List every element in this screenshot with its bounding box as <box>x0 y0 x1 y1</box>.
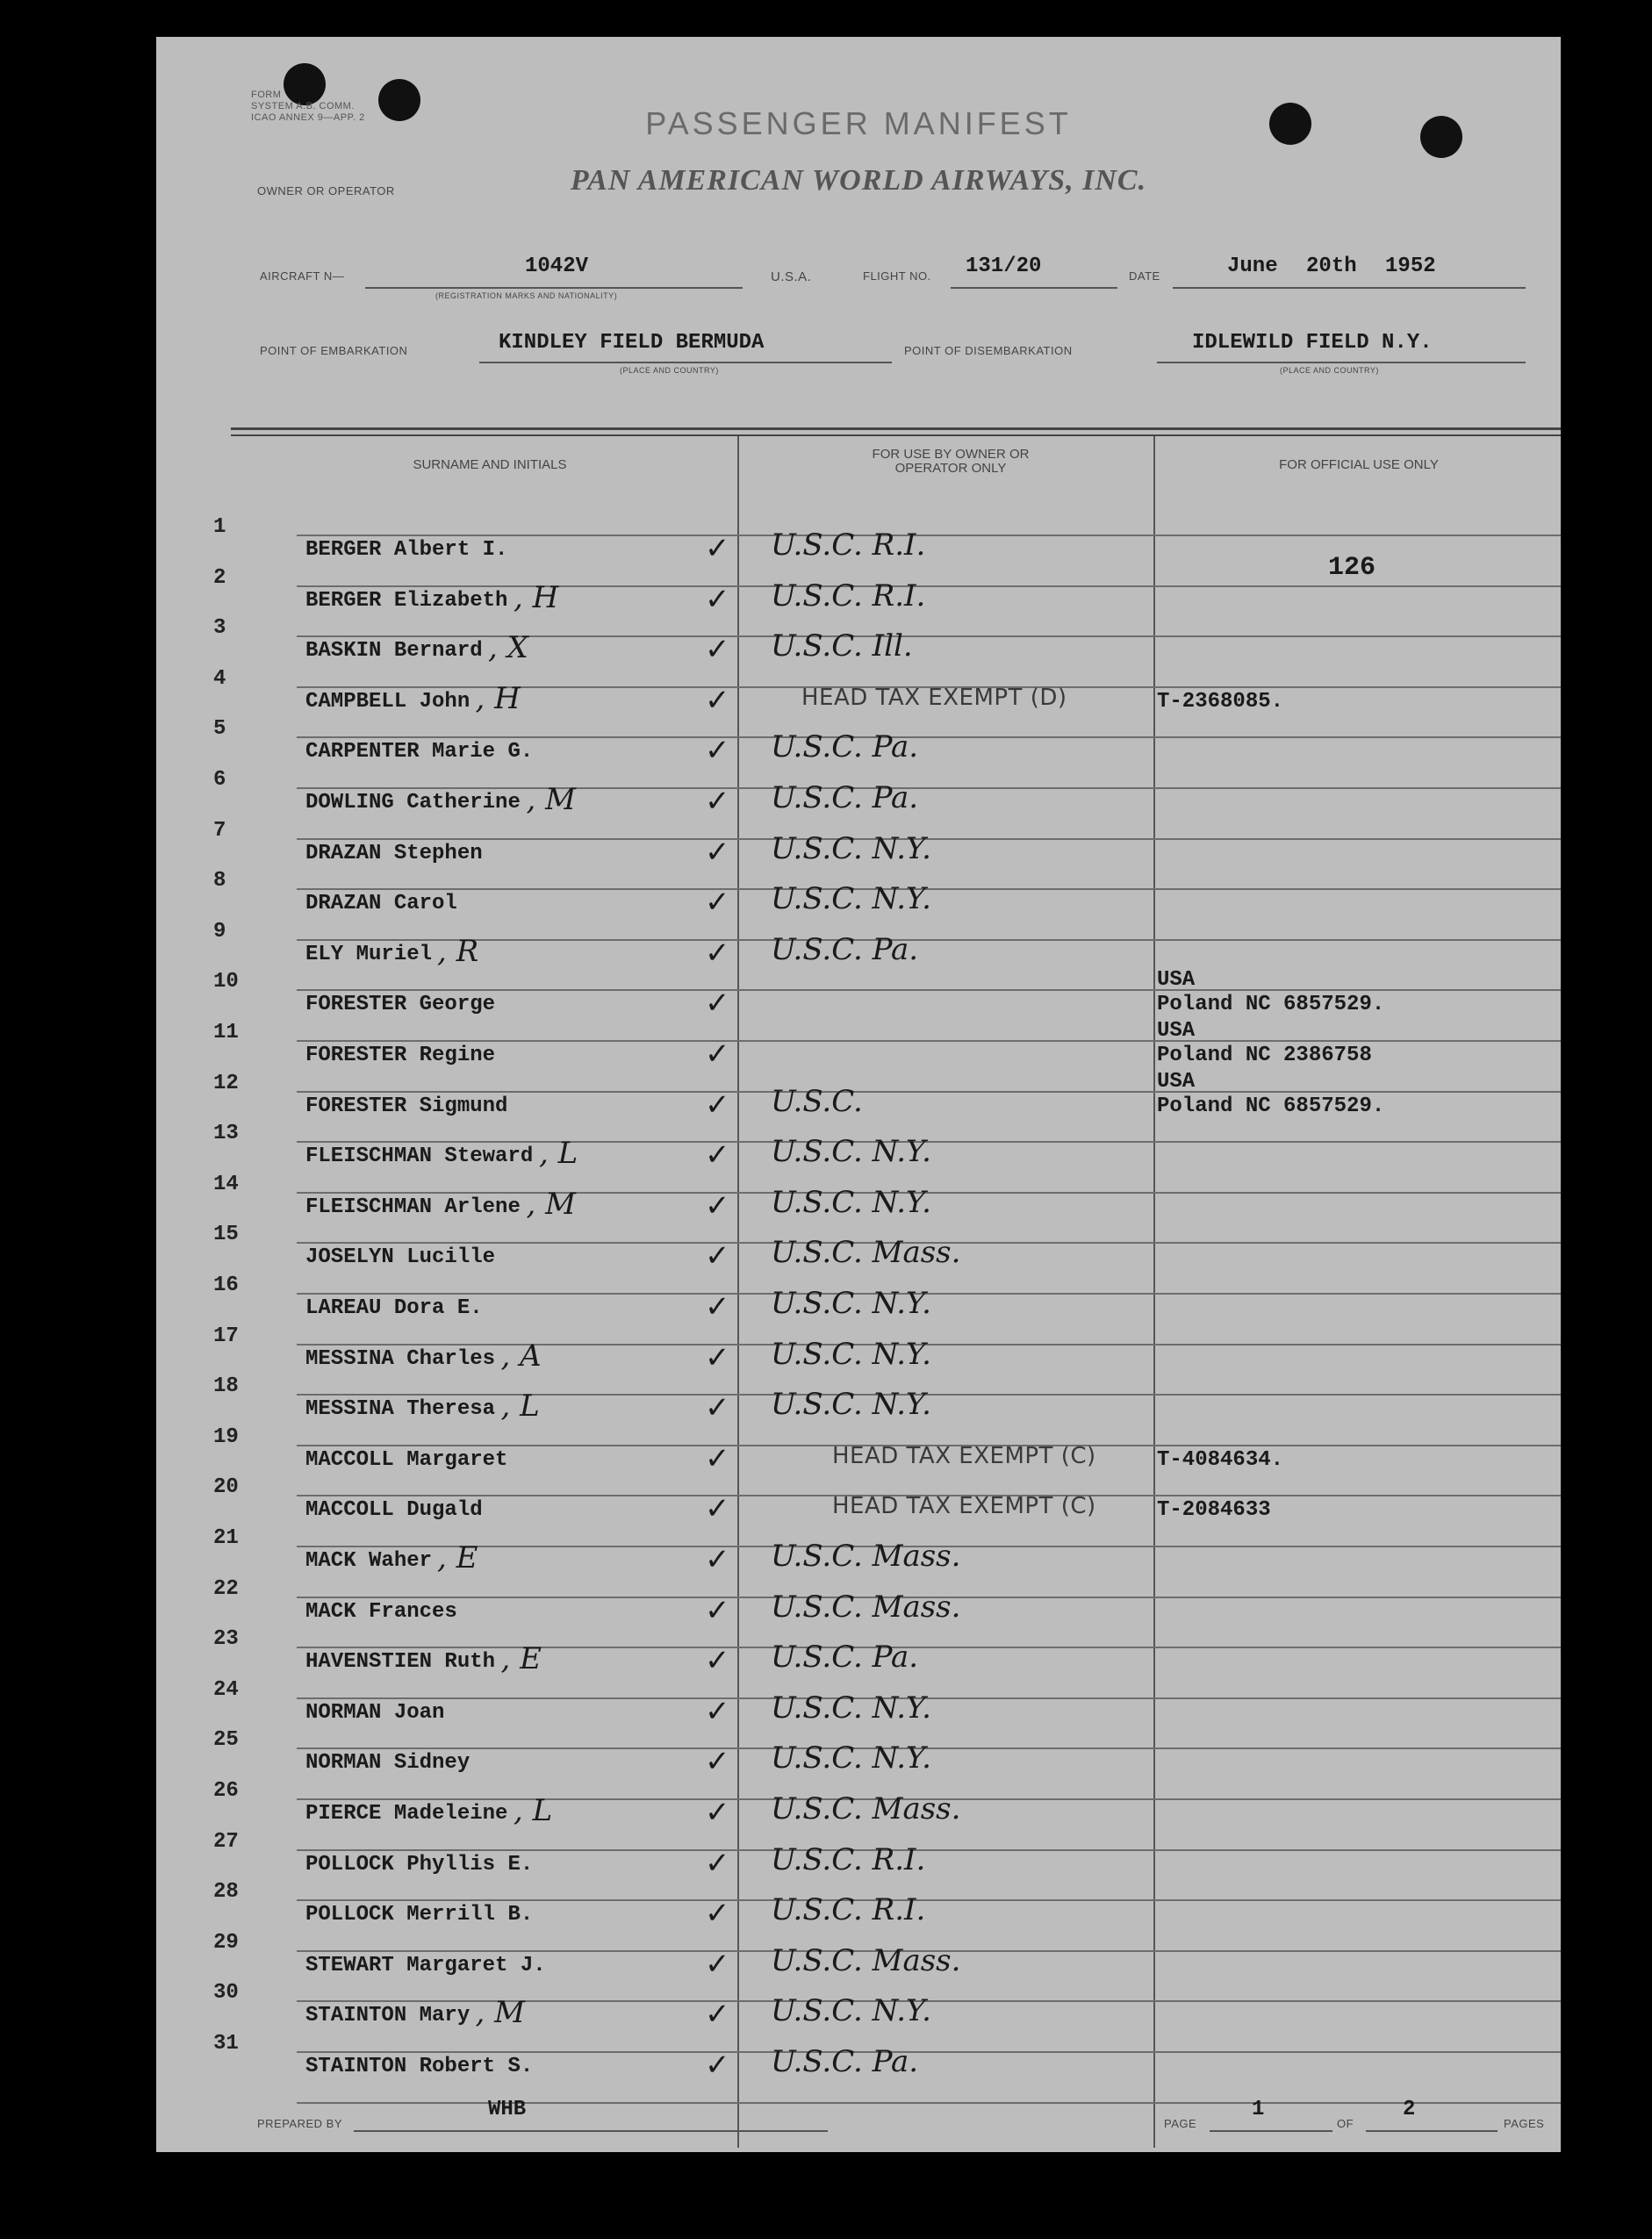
passenger-name: NORMAN Sidney <box>305 1751 470 1776</box>
row-rule <box>297 2051 1561 2053</box>
owner-note: U.S.C. Pa. <box>771 2044 919 2079</box>
official-note: T-2084633 <box>1157 1498 1271 1523</box>
page-label: PAGE <box>1164 2117 1197 2130</box>
row-rule <box>297 939 1561 941</box>
check-mark-icon: ✓ <box>705 1087 730 1123</box>
embarkation-value: KINDLEY FIELD BERMUDA <box>499 331 765 355</box>
passenger-name: MACK Frances <box>305 1599 457 1624</box>
passenger-name: STAINTON Mary <box>305 2004 470 2028</box>
row-number: 14 <box>213 1172 239 1196</box>
owner-column-header: FOR USE BY OWNER OR OPERATOR ONLY <box>872 447 1030 476</box>
owner-note: U.S.C. Pa. <box>771 1640 919 1676</box>
passenger-name: MESSINA Theresa <box>305 1397 496 1422</box>
owner-note: U.S.C. N.Y. <box>771 1134 931 1170</box>
owner-note: U.S.C. N.Y. <box>771 1690 931 1726</box>
prepared-by-underline <box>354 2130 828 2132</box>
row-number: 18 <box>213 1374 239 1399</box>
owner-note: U.S.C. Pa. <box>771 729 919 765</box>
handwritten-initial: , M <box>526 1186 576 1222</box>
of-value: 2 <box>1403 2098 1416 2121</box>
row-number: 26 <box>213 1779 239 1803</box>
row-number: 23 <box>213 1627 239 1652</box>
handwritten-initial: , H <box>514 579 559 615</box>
passenger-name: FORESTER Sigmund <box>305 1094 508 1118</box>
row-rule <box>297 635 1561 637</box>
passenger-name: BERGER Albert I. <box>305 538 508 562</box>
handwritten-initial: , R <box>437 933 479 969</box>
check-mark-icon: ✓ <box>705 986 730 1022</box>
of-underline <box>1366 2130 1498 2132</box>
check-mark-icon: ✓ <box>705 1997 730 2033</box>
airline-name: PAN AMERICAN WORLD AIRWAYS, INC. <box>570 164 1147 197</box>
handwritten-initial: , X <box>488 630 528 666</box>
passenger-name: LAREAU Dora E. <box>305 1296 483 1320</box>
row-number: 12 <box>213 1071 239 1095</box>
passenger-name: BASKIN Bernard <box>305 639 483 664</box>
owner-label: OWNER OR OPERATOR <box>257 184 395 197</box>
passenger-name: FLEISCHMAN Arlene <box>305 1195 521 1219</box>
owner-note: U.S.C. R.I. <box>771 578 926 614</box>
row-rule <box>297 736 1561 738</box>
owner-note: U.S.C. Mass. <box>771 1791 961 1826</box>
owner-note: U.S.C. R.I. <box>771 527 926 563</box>
row-number: 8 <box>213 869 226 893</box>
handwritten-initial: , E <box>437 1540 478 1575</box>
passenger-name: BERGER Elizabeth <box>305 588 508 613</box>
official-count: 126 <box>1328 553 1376 583</box>
row-number: 31 <box>213 2032 239 2056</box>
check-mark-icon: ✓ <box>705 1845 730 1881</box>
official-note: USA Poland NC 2386758 <box>1157 1019 1372 1067</box>
check-mark-icon: ✓ <box>705 1693 730 1729</box>
check-mark-icon: ✓ <box>705 935 730 971</box>
owner-note: U.S.C. N.Y. <box>771 1387 931 1423</box>
row-number: 5 <box>213 717 226 742</box>
owner-note: U.S.C. Pa. <box>771 931 919 967</box>
page-value: 1 <box>1252 2098 1265 2121</box>
flight-label: FLIGHT NO. <box>863 269 931 283</box>
owner-note: U.S.C. Pa. <box>771 780 919 815</box>
form-ref-line: ICAO ANNEX 9—APP. 2 <box>251 112 365 123</box>
passenger-name: DRAZAN Stephen <box>305 841 483 865</box>
check-mark-icon: ✓ <box>705 1542 730 1577</box>
owner-note: U.S.C. N.Y. <box>771 1993 931 2029</box>
row-number: 22 <box>213 1576 239 1601</box>
official-note: T-4084634. <box>1157 1447 1284 1472</box>
passenger-name: MACCOLL Dugald <box>305 1498 483 1523</box>
embarkation-underline <box>479 362 892 363</box>
owner-note: U.S.C. <box>771 1083 863 1119</box>
row-number: 27 <box>213 1829 239 1854</box>
disembarkation-label: POINT OF DISEMBARKATION <box>904 344 1073 357</box>
passenger-name: CARPENTER Marie G. <box>305 740 534 764</box>
row-number: 13 <box>213 1122 239 1146</box>
owner-note: U.S.C. N.Y. <box>771 830 931 866</box>
owner-note: U.S.C. Mass. <box>771 1589 961 1625</box>
passenger-name: HAVENSTIEN Ruth <box>305 1650 496 1675</box>
check-mark-icon: ✓ <box>705 1238 730 1274</box>
handwritten-initial: , L <box>500 1389 540 1424</box>
disembarkation-underline <box>1157 362 1526 363</box>
table-top-rule <box>231 427 1561 430</box>
passenger-name: MACCOLL Margaret <box>305 1447 508 1472</box>
passenger-name: DRAZAN Carol <box>305 892 457 916</box>
aircraft-value: 1042V <box>525 255 589 278</box>
row-rule <box>297 787 1561 789</box>
passenger-name: DOWLING Catherine <box>305 791 521 815</box>
head-tax-stamp: HEAD TAX EXEMPT (C) <box>832 1442 1096 1469</box>
date-label: DATE <box>1129 269 1160 283</box>
row-number: 15 <box>213 1223 239 1247</box>
check-mark-icon: ✓ <box>705 1592 730 1628</box>
handwritten-initial: , E <box>500 1641 542 1677</box>
handwritten-initial: , M <box>526 782 576 817</box>
form-ref-line: FORM <box>251 90 282 100</box>
row-number: 2 <box>213 565 226 590</box>
row-rule <box>297 1647 1561 1648</box>
check-mark-icon: ✓ <box>705 1946 730 1982</box>
passenger-name: CAMPBELL John <box>305 689 470 714</box>
check-mark-icon: ✓ <box>705 1440 730 1476</box>
of-label: OF <box>1337 2117 1354 2130</box>
check-mark-icon: ✓ <box>705 1289 730 1324</box>
check-mark-icon: ✓ <box>705 1744 730 1780</box>
pages-label: PAGES <box>1504 2117 1545 2130</box>
check-mark-icon: ✓ <box>705 1339 730 1375</box>
official-note: USA Poland NC 6857529. <box>1157 1069 1385 1118</box>
passenger-name: NORMAN Joan <box>305 1700 445 1725</box>
official-column-header: FOR OFFICIAL USE ONLY <box>1279 457 1439 472</box>
embarkation-note: (PLACE AND COUNTRY) <box>620 366 719 375</box>
date-underline <box>1173 287 1526 289</box>
owner-note: U.S.C. N.Y. <box>771 1336 931 1372</box>
passenger-name: STAINTON Robert S. <box>305 2055 534 2078</box>
owner-note: U.S.C. R.I. <box>771 1892 926 1928</box>
row-number: 17 <box>213 1324 239 1348</box>
check-mark-icon: ✓ <box>705 1188 730 1224</box>
owner-note: U.S.C. N.Y. <box>771 881 931 917</box>
embarkation-label: POINT OF EMBARKATION <box>260 344 408 357</box>
surname-column-header: SURNAME AND INITIALS <box>413 457 567 472</box>
passenger-name: FORESTER George <box>305 993 496 1017</box>
row-number: 21 <box>213 1526 239 1550</box>
row-rule <box>297 585 1561 587</box>
column-divider <box>1153 436 1155 2148</box>
page-title: PASSENGER MANIFEST <box>645 105 1072 141</box>
disembarkation-value: IDLEWILD FIELD N.Y. <box>1192 331 1433 355</box>
row-number: 19 <box>213 1424 239 1449</box>
head-tax-stamp: HEAD TAX EXEMPT (C) <box>832 1493 1096 1520</box>
row-number: 6 <box>213 768 226 792</box>
row-rule <box>297 1899 1561 1901</box>
head-tax-stamp: HEAD TAX EXEMPT (D) <box>801 684 1067 711</box>
check-mark-icon: ✓ <box>705 1896 730 1932</box>
check-mark-icon: ✓ <box>705 1037 730 1072</box>
page-underline <box>1210 2130 1332 2132</box>
passenger-name: POLLOCK Phyllis E. <box>305 1852 534 1877</box>
handwritten-initial: , L <box>539 1136 578 1172</box>
aircraft-underline <box>365 287 743 289</box>
row-rule <box>297 2102 1561 2104</box>
passenger-name: MACK Waher <box>305 1549 433 1573</box>
check-mark-icon: ✓ <box>705 2048 730 2083</box>
row-number: 1 <box>213 515 226 539</box>
passenger-name: FLEISCHMAN Steward <box>305 1145 534 1169</box>
row-number: 3 <box>213 616 226 641</box>
check-mark-icon: ✓ <box>705 784 730 819</box>
owner-note: U.S.C. N.Y. <box>771 1286 931 1321</box>
manifest-sheet <box>156 37 1561 2152</box>
check-mark-icon: ✓ <box>705 1390 730 1426</box>
row-number: 10 <box>213 970 239 994</box>
row-number: 29 <box>213 1930 239 1955</box>
handwritten-initial: , L <box>514 1793 553 1828</box>
passenger-name: PIERCE Madeleine <box>305 1802 508 1826</box>
row-number: 24 <box>213 1677 239 1702</box>
prepared-by-value: WHB <box>488 2098 527 2121</box>
handwritten-initial: , H <box>475 680 521 716</box>
row-number: 11 <box>213 1021 239 1044</box>
check-mark-icon: ✓ <box>705 1137 730 1173</box>
passenger-name: STEWART Margaret J. <box>305 1953 546 1977</box>
row-number: 28 <box>213 1880 239 1905</box>
check-mark-icon: ✓ <box>705 733 730 769</box>
column-divider <box>737 436 739 2148</box>
flight-underline <box>951 287 1117 289</box>
owner-note: U.S.C. Mass. <box>771 1235 961 1271</box>
row-number: 25 <box>213 1728 239 1753</box>
check-mark-icon: ✓ <box>705 1795 730 1830</box>
row-rule <box>297 1849 1561 1851</box>
passenger-name: ELY Muriel <box>305 942 433 966</box>
row-number: 7 <box>213 818 226 843</box>
check-mark-icon: ✓ <box>705 682 730 718</box>
check-mark-icon: ✓ <box>705 834 730 870</box>
handwritten-initial: , M <box>475 1995 525 2031</box>
handwritten-initial: , A <box>500 1338 542 1374</box>
passenger-name: JOSELYN Lucille <box>305 1245 496 1270</box>
owner-note: U.S.C. Mass. <box>771 1942 961 1978</box>
table-top-rule <box>231 434 1561 436</box>
date-value: June 20th 1952 <box>1227 255 1436 278</box>
usa-label: U.S.A. <box>771 269 812 284</box>
row-number: 9 <box>213 919 226 944</box>
owner-note: U.S.C. Mass. <box>771 1539 961 1574</box>
row-rule <box>297 535 1561 536</box>
check-mark-icon: ✓ <box>705 1643 730 1679</box>
official-note: T-2368085. <box>1157 689 1284 714</box>
passenger-name: POLLOCK Merrill B. <box>305 1903 534 1927</box>
row-number: 20 <box>213 1475 239 1500</box>
flight-value: 131/20 <box>966 255 1042 278</box>
row-number: 16 <box>213 1274 239 1297</box>
check-mark-icon: ✓ <box>705 632 730 668</box>
prepared-by-label: PREPARED BY <box>257 2117 343 2130</box>
owner-note: U.S.C. Ill. <box>771 628 913 664</box>
check-mark-icon: ✓ <box>705 581 730 617</box>
registration-note: (REGISTRATION MARKS AND NATIONALITY) <box>435 291 618 300</box>
disembarkation-note: (PLACE AND COUNTRY) <box>1280 366 1379 375</box>
passenger-name: FORESTER Regine <box>305 1044 496 1067</box>
official-note: USA Poland NC 6857529. <box>1157 968 1385 1017</box>
passenger-name: MESSINA Charles <box>305 1346 496 1371</box>
check-mark-icon: ✓ <box>705 885 730 921</box>
owner-note: U.S.C. N.Y. <box>771 1184 931 1220</box>
check-mark-icon: ✓ <box>705 531 730 566</box>
check-mark-icon: ✓ <box>705 1491 730 1527</box>
form-ref-line: SYSTEM A.B. COMM. <box>251 101 355 111</box>
row-number: 30 <box>213 1981 239 2006</box>
owner-note: U.S.C. N.Y. <box>771 1740 931 1776</box>
owner-note: U.S.C. R.I. <box>771 1841 926 1877</box>
row-number: 4 <box>213 666 226 691</box>
aircraft-label: AIRCRAFT N— <box>260 269 345 283</box>
